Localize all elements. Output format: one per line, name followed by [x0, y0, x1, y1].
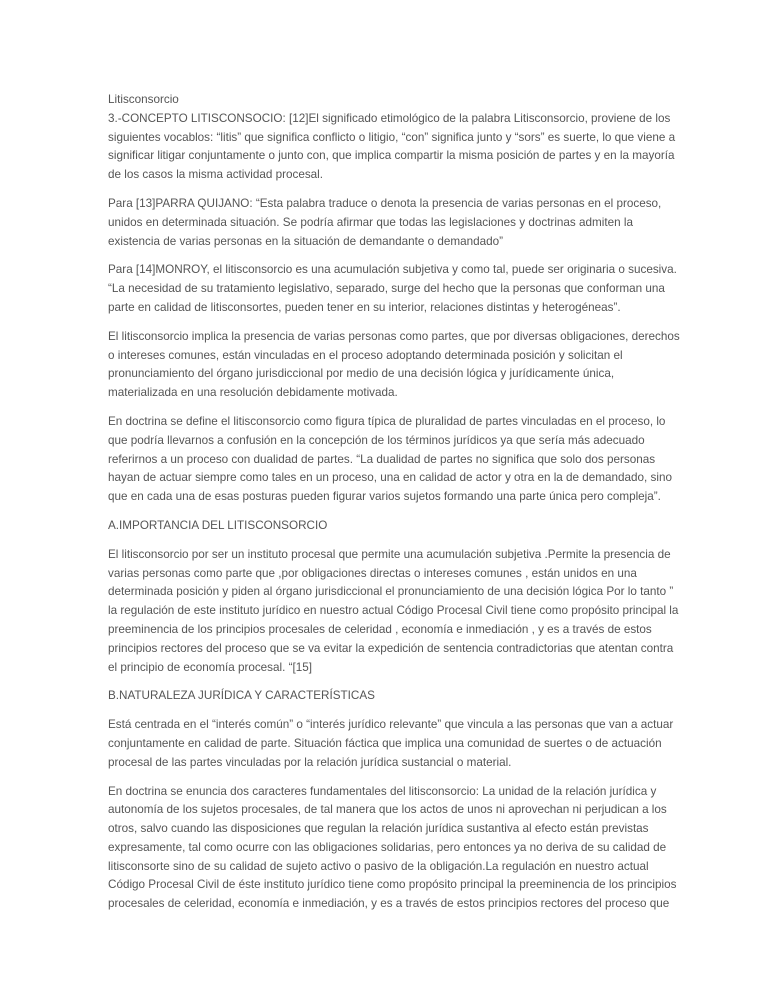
text-line: autonomía de los sujetos procesales, de tal manera que los actos de unos ni aprovechan ni perjudican a los [108, 803, 667, 817]
text-line: preeminencia de los principios procesales de celeridad , economía e inmediación , y es a través de estos [108, 622, 652, 636]
text-line: varias personas como parte que ,por obligaciones directas o intereses comunes , están unidos en una [108, 566, 637, 580]
text-line: 3.-CONCEPTO LITISCONSOCIO: [12]El significado etimológico de la palabra Litisconsorcio, proviene de los [108, 111, 671, 125]
text-line: significar litigar conjuntamente o junto con, que implica compartir la misma posición de partes y en la mayoría [108, 149, 675, 163]
document-page [108, 91, 680, 924]
text-line: hayan de actuar siempre como tales en un proceso, una en calidad de actor y otra en la de demandado, sino [108, 471, 672, 485]
text-line: A.IMPORTANCIA DEL LITISCONSORCIO [108, 518, 328, 532]
text-line: En doctrina se define el litisconsorcio como figura típica de pluralidad de partes vinculadas en el proceso, lo [108, 414, 666, 428]
text-line: conjuntamente en calidad de parte. Situación fáctica que implica una comunidad de suertes o de actuación [108, 736, 662, 750]
text-line: Código Procesal Civil de éste instituto jurídico tiene como propósito principal la preeminencia de los principios [108, 878, 677, 892]
text-line: que en cada una de esas posturas pueden figurar varios sujetos formando una parte única pero compleja”. [108, 490, 661, 504]
text-line: principios rectores del proceso que se va evitar la expedición de sentencia contradictorias que atentan contra [108, 641, 674, 655]
paragraph [108, 413, 672, 507]
text-line: parte en calidad de litisconsortes, pueden tener en su interior, relaciones distintas y heterogéneas”. [108, 300, 621, 314]
paragraph [108, 546, 679, 678]
paragraph [108, 328, 680, 403]
text-line: expresamente, tal como ocurre con las obligaciones solidarias, pero entonces ya no deriva de su calidad de [108, 840, 667, 854]
text-line: referirnos a un proceso con dualidad de partes. “La dualidad de partes no significa que solo dos personas [108, 452, 656, 466]
text-line: o intereses comunes, están vinculadas en el proceso adoptando determinada posición y solicitan el [108, 348, 623, 362]
text-line: procesales de celeridad, economía e inmediación, y es a través de estos principios rectores del proceso que [108, 897, 670, 911]
text-line: existencia de varias personas en la situación de demandante o demandado” [108, 234, 504, 248]
text-line: El litisconsorcio implica la presencia de varias personas como partes, que por diversas obligaciones, derechos [108, 329, 680, 343]
text-line: B.NATURALEZA JURÍDICA Y CARACTERÍSTICAS [108, 689, 375, 703]
section-heading [108, 517, 668, 536]
paragraph [108, 261, 677, 317]
section-heading [108, 687, 668, 706]
text-line: otros, salvo cuando las disposiciones que regulan la relación jurídica sustantiva al efecto están previstas [108, 822, 649, 836]
text-line: “La necesidad de su tratamiento legislativo, separado, surge del hecho que la personas que conforman una [108, 282, 665, 296]
text-line: litisconsorte sino de su calidad de sujeto activo o pasivo de la obligación.La regulación en nuestro actual [108, 859, 649, 873]
text-line: determinada posición y piden al órgano jurisdiccional el pronunciamiento de una decisión lógica Por lo tanto ” [108, 585, 674, 599]
paragraph [108, 716, 674, 772]
text-line: Litisconsorcio [108, 93, 179, 106]
text-line: procesal de las partes vinculadas por la relación jurídica sustancial o material. [108, 755, 512, 769]
text-line: la regulación de este instituto jurídico en nuestro actual Código Procesal Civil tiene como propósito principal la [108, 604, 679, 618]
text-line: pronunciamiento del órgano jurisdiccional por medio de una decisión lógica y jurídicamente única, [108, 367, 615, 381]
paragraph [108, 195, 668, 251]
text-line: En doctrina se enuncia dos caracteres fundamentales del litisconsorcio: La unidad de la relación jurídica y [108, 784, 657, 798]
text-line: Para [13]PARRA QUIJANO: “Esta palabra traduce o denota la presencia de varias personas en el proceso, [108, 196, 662, 210]
text-line: materializada en una resolución debidamente motivada. [108, 386, 398, 400]
paragraph [108, 91, 676, 185]
text-line: Está centrada en el “interés común” o “interés jurídico relevante” que vincula a las personas que van a actuar [108, 718, 674, 732]
text-line: que podría llevarnos a confusión en la concepción de los términos jurídicos ya que sería más adecuado [108, 433, 645, 447]
text-line: El litisconsorcio por ser un instituto procesal que permite una acumulación subjetiva .Permite la presencia de [108, 547, 671, 561]
text-line: Para [14]MONROY, el litisconsorcio es una acumulación subjetiva y como tal, puede ser originaria o sucesiva. [108, 263, 677, 277]
text-line: de los casos la misma actividad procesal. [108, 168, 324, 182]
paragraph [108, 783, 677, 915]
text-line: unidos en determinada situación. Se podría afirmar que todas las legislaciones y doctrinas admiten la [108, 215, 633, 229]
text-line: el principio de economía procesal. “[15] [108, 660, 312, 674]
text-line: siguientes vocablos: “litis” que significa conflicto o litigio, “con” significa junto y “sors” es suerte, lo que viene a [108, 130, 676, 144]
